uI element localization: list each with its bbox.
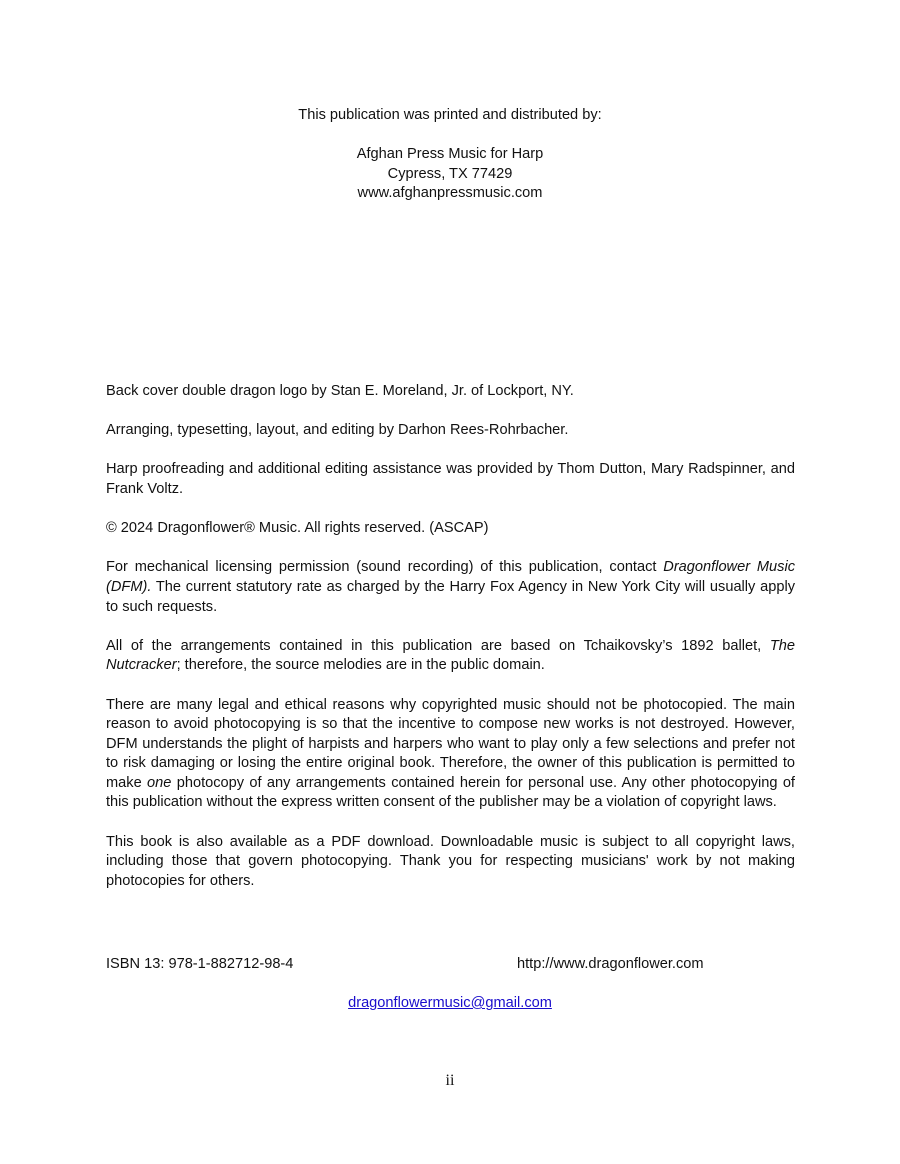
arranging-credit: Arranging, typesetting, layout, and editing by Darhon Rees-Rohrbacher. [106, 422, 569, 439]
photocopy-emphasis: one [147, 774, 172, 791]
publisher-address [0, 145, 900, 204]
isbn-number: ISBN 13: 978-1-882712-98-4 [106, 956, 294, 972]
page-number: ii [445, 1072, 455, 1089]
credits-body [106, 382, 795, 911]
source-intro: All of the arrangements contained in this publication are based on Tchaikovsky’s 1892 ballet, [106, 637, 770, 654]
copyright-notice: © 2024 Dragonflower® Music. All rights reserved. (ASCAP) [106, 520, 489, 537]
photocopy-part1: There are many legal and ethical reasons why copyrighted music should not be photocopied. The main reason to avoid photocopying is so that the incentive to compose new works is not destroyed. However, DFM understands the plight of harpists and harpers who want to play only a few selections and prefer not to risk damaging or losing the entire original book. Therefore, the owner of this publication is permitted to make [106, 696, 795, 791]
source-rest: ; therefore, the source melodies are in the public domain. [176, 657, 545, 674]
publisher-name: Afghan Press Music for Harp [356, 146, 544, 162]
publisher-website: www.afghanpressmusic.com [357, 185, 543, 202]
pdf-notice: This book is also available as a PDF download. Downloadable music is subject to all copyright laws, including those that govern photocopying. Thank you for respecting musicians' work by not making photocopies for others. [106, 833, 795, 889]
licensing-rest: The current statutory rate as charged by the Harry Fox Agency in New York City will usually apply to such requests. [106, 578, 795, 615]
dragonflower-website: http://www.dragonflower.com [517, 956, 704, 972]
photocopy-part2: photocopy of any arrangements contained herein for personal use. Any other photocopying of this publication without the express written consent of the publisher may be a violation of copyright laws. [106, 774, 795, 811]
publisher-location: Cypress, TX 77429 [387, 165, 513, 182]
source-title: The Nutcracker [106, 637, 795, 674]
proofreading-credit: Harp proofreading and additional editing assistance was provided by Thom Dutton, Mary Radspinner, and Frank Voltz. [106, 461, 795, 497]
source-paragraph [106, 637, 795, 676]
printed-by-note: This publication was printed and distributed by: [298, 107, 602, 123]
footer-info-row [106, 955, 795, 975]
licensing-paragraph [106, 558, 795, 617]
licensing-intro: For mechanical licensing permission (sound recording) of this publication, contact [106, 559, 664, 576]
email-link[interactable]: dragonflowermusic@gmail.com [348, 995, 552, 1011]
photocopy-paragraph [106, 696, 795, 814]
email-row [0, 994, 900, 1014]
logo-credit: Back cover double dragon logo by Stan E. Moreland, Jr. of Lockport, NY. [106, 383, 574, 399]
licensing-company: Dragonflower Music (DFM). [106, 559, 795, 595]
